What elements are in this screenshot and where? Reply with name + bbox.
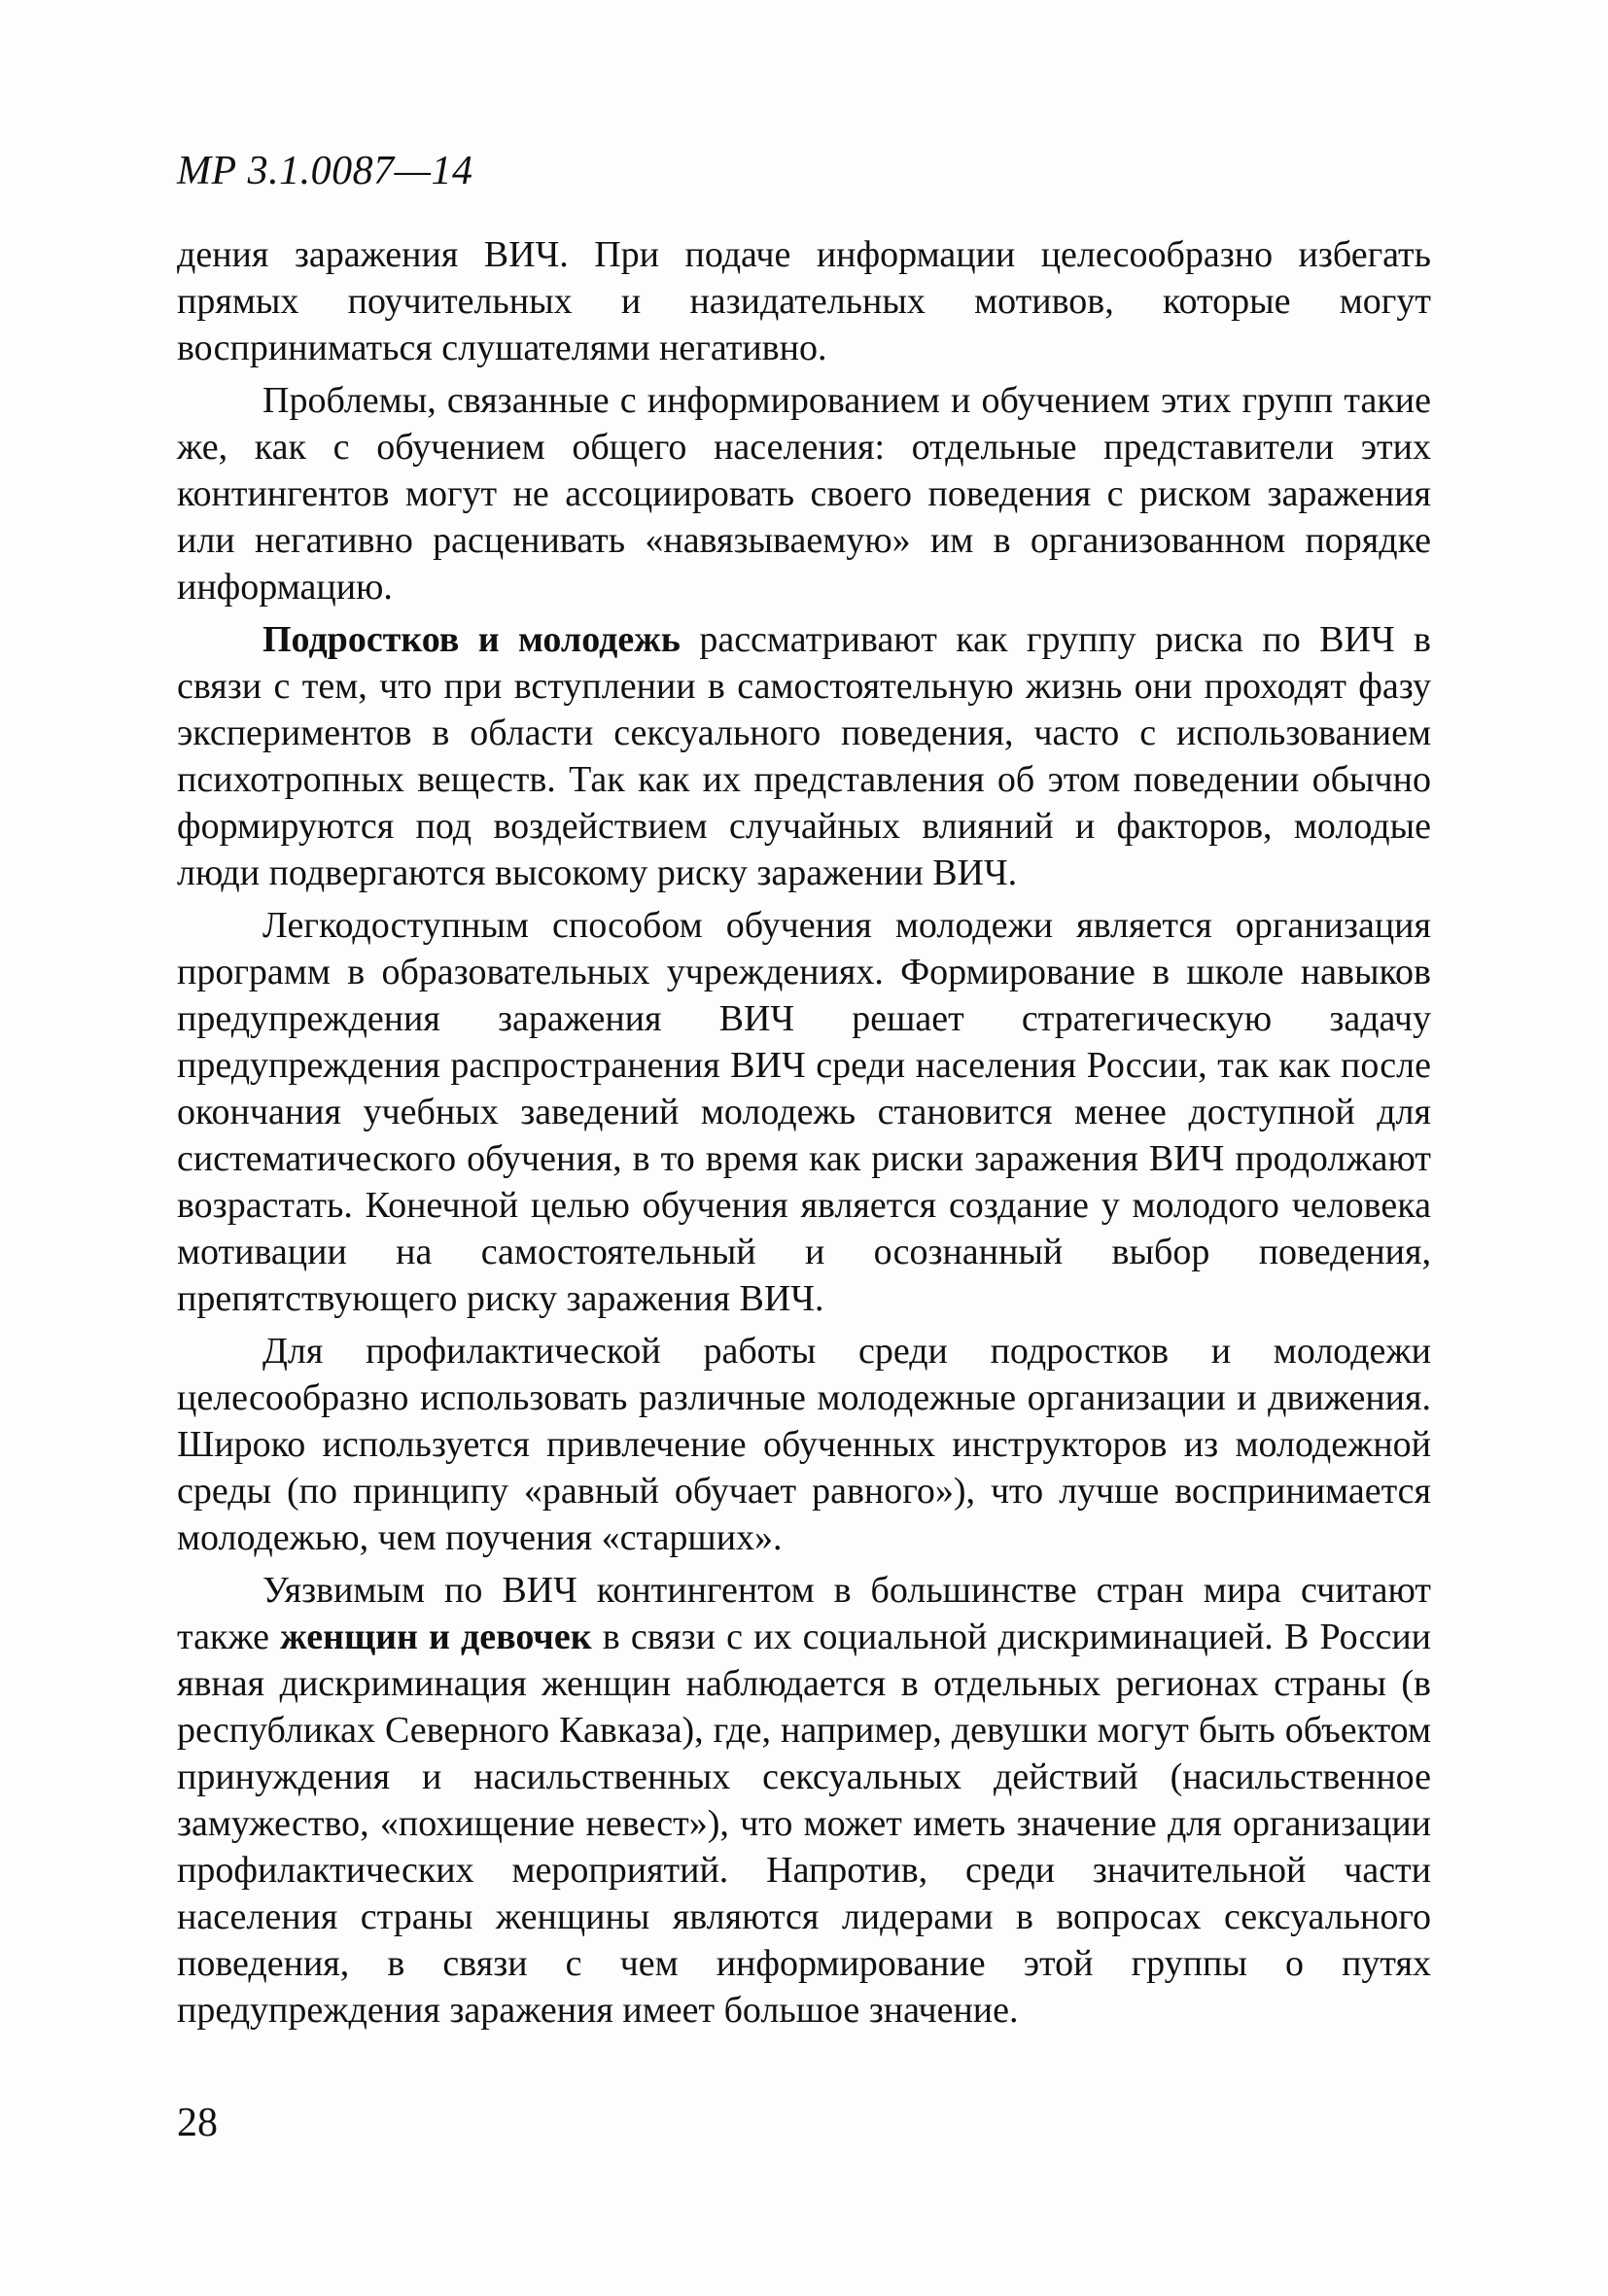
paragraph-women	[177, 1567, 1431, 2034]
page-number: 28	[177, 2101, 218, 2145]
paragraph-education-programs: Легкодоступным способом обучения молодежи является организация программ в образовательных учреждениях. Формирование в школе навыков предупреждения заражения ВИЧ решает стратегическую задачу предупреждения распространения ВИЧ среди населения России, так как после окончания учебных заведений молодежь становится менее доступной для систематического обучения, в то время как риски заражения ВИЧ продолжают возрастать. Конечной целью обучения является создание у молодого человека мотивации на самостоятельный и осознанный выбор поведения, препятствующего риску заражения ВИЧ.	[177, 905, 1431, 1319]
paragraph-women-text-before: Уязвимым по ВИЧ контингентом в большинстве стран мира считают также	[177, 1570, 1431, 1657]
paragraph-women-text-after: в связи с их социальной дискриминацией. В России явная дискриминация женщин наблюдается в отдельных регионах страны (в республиках Северного Кавказа), где, например, девушки могут быть объектом принуждения и насильственных сексуальных действий (насильственное замужество, «похищение невест»), что может иметь значение для организации профилактических мероприятий. Напротив, среди значительной части населения страны женщины являются лидерами в вопросах сексуального поведения, в связи с чем информирование этой группы о путях предупреждения заражения имеет большое значение.	[177, 1617, 1431, 2031]
emphasis-women-girls: женщин и девочек	[280, 1617, 592, 1657]
emphasis-adolescents: Подростков и молодежь	[262, 619, 681, 660]
document-body	[177, 231, 1431, 2039]
document-code-header: МР 3.1.0087—14	[177, 149, 473, 193]
paragraph-adolescents-text: рассматривают как группу риска по ВИЧ в связи с тем, что при вступлении в самостоятельную жизнь они проходят фазу экспериментов в области сексуального поведения, часто с использованием психотропных веществ. Так как их представления об этом поведении обычно формируются под воздействием случайных влияний и факторов, молодые люди подвергаются высокому риску заражении ВИЧ.	[177, 619, 1432, 893]
paragraph-continuation: дения заражения ВИЧ. При подаче информации целесообразно избегать прямых поучительных и назидательных мотивов, которые могут восприниматься слушателями негативно.	[177, 234, 1431, 368]
paragraph-youth-organizations: Для профилактической работы среди подростков и молодежи целесообразно использовать различные молодежные организации и движения. Широко используется привлечение обученных инструкторов из молодежной среды (по принципу «равный обучает равного»), что лучше воспринимается молодежью, чем поучения «старших».	[177, 1331, 1431, 1558]
paragraph-adolescents	[177, 616, 1431, 896]
paragraph-problems: Проблемы, связанные с информированием и обучением этих групп такие же, как с обучением общего населения: отдельные представители этих контингентов могут не ассоциировать своего поведения с риском заражения или негативно расценивать «навязываемую» им в организованном порядке информацию.	[177, 380, 1431, 608]
